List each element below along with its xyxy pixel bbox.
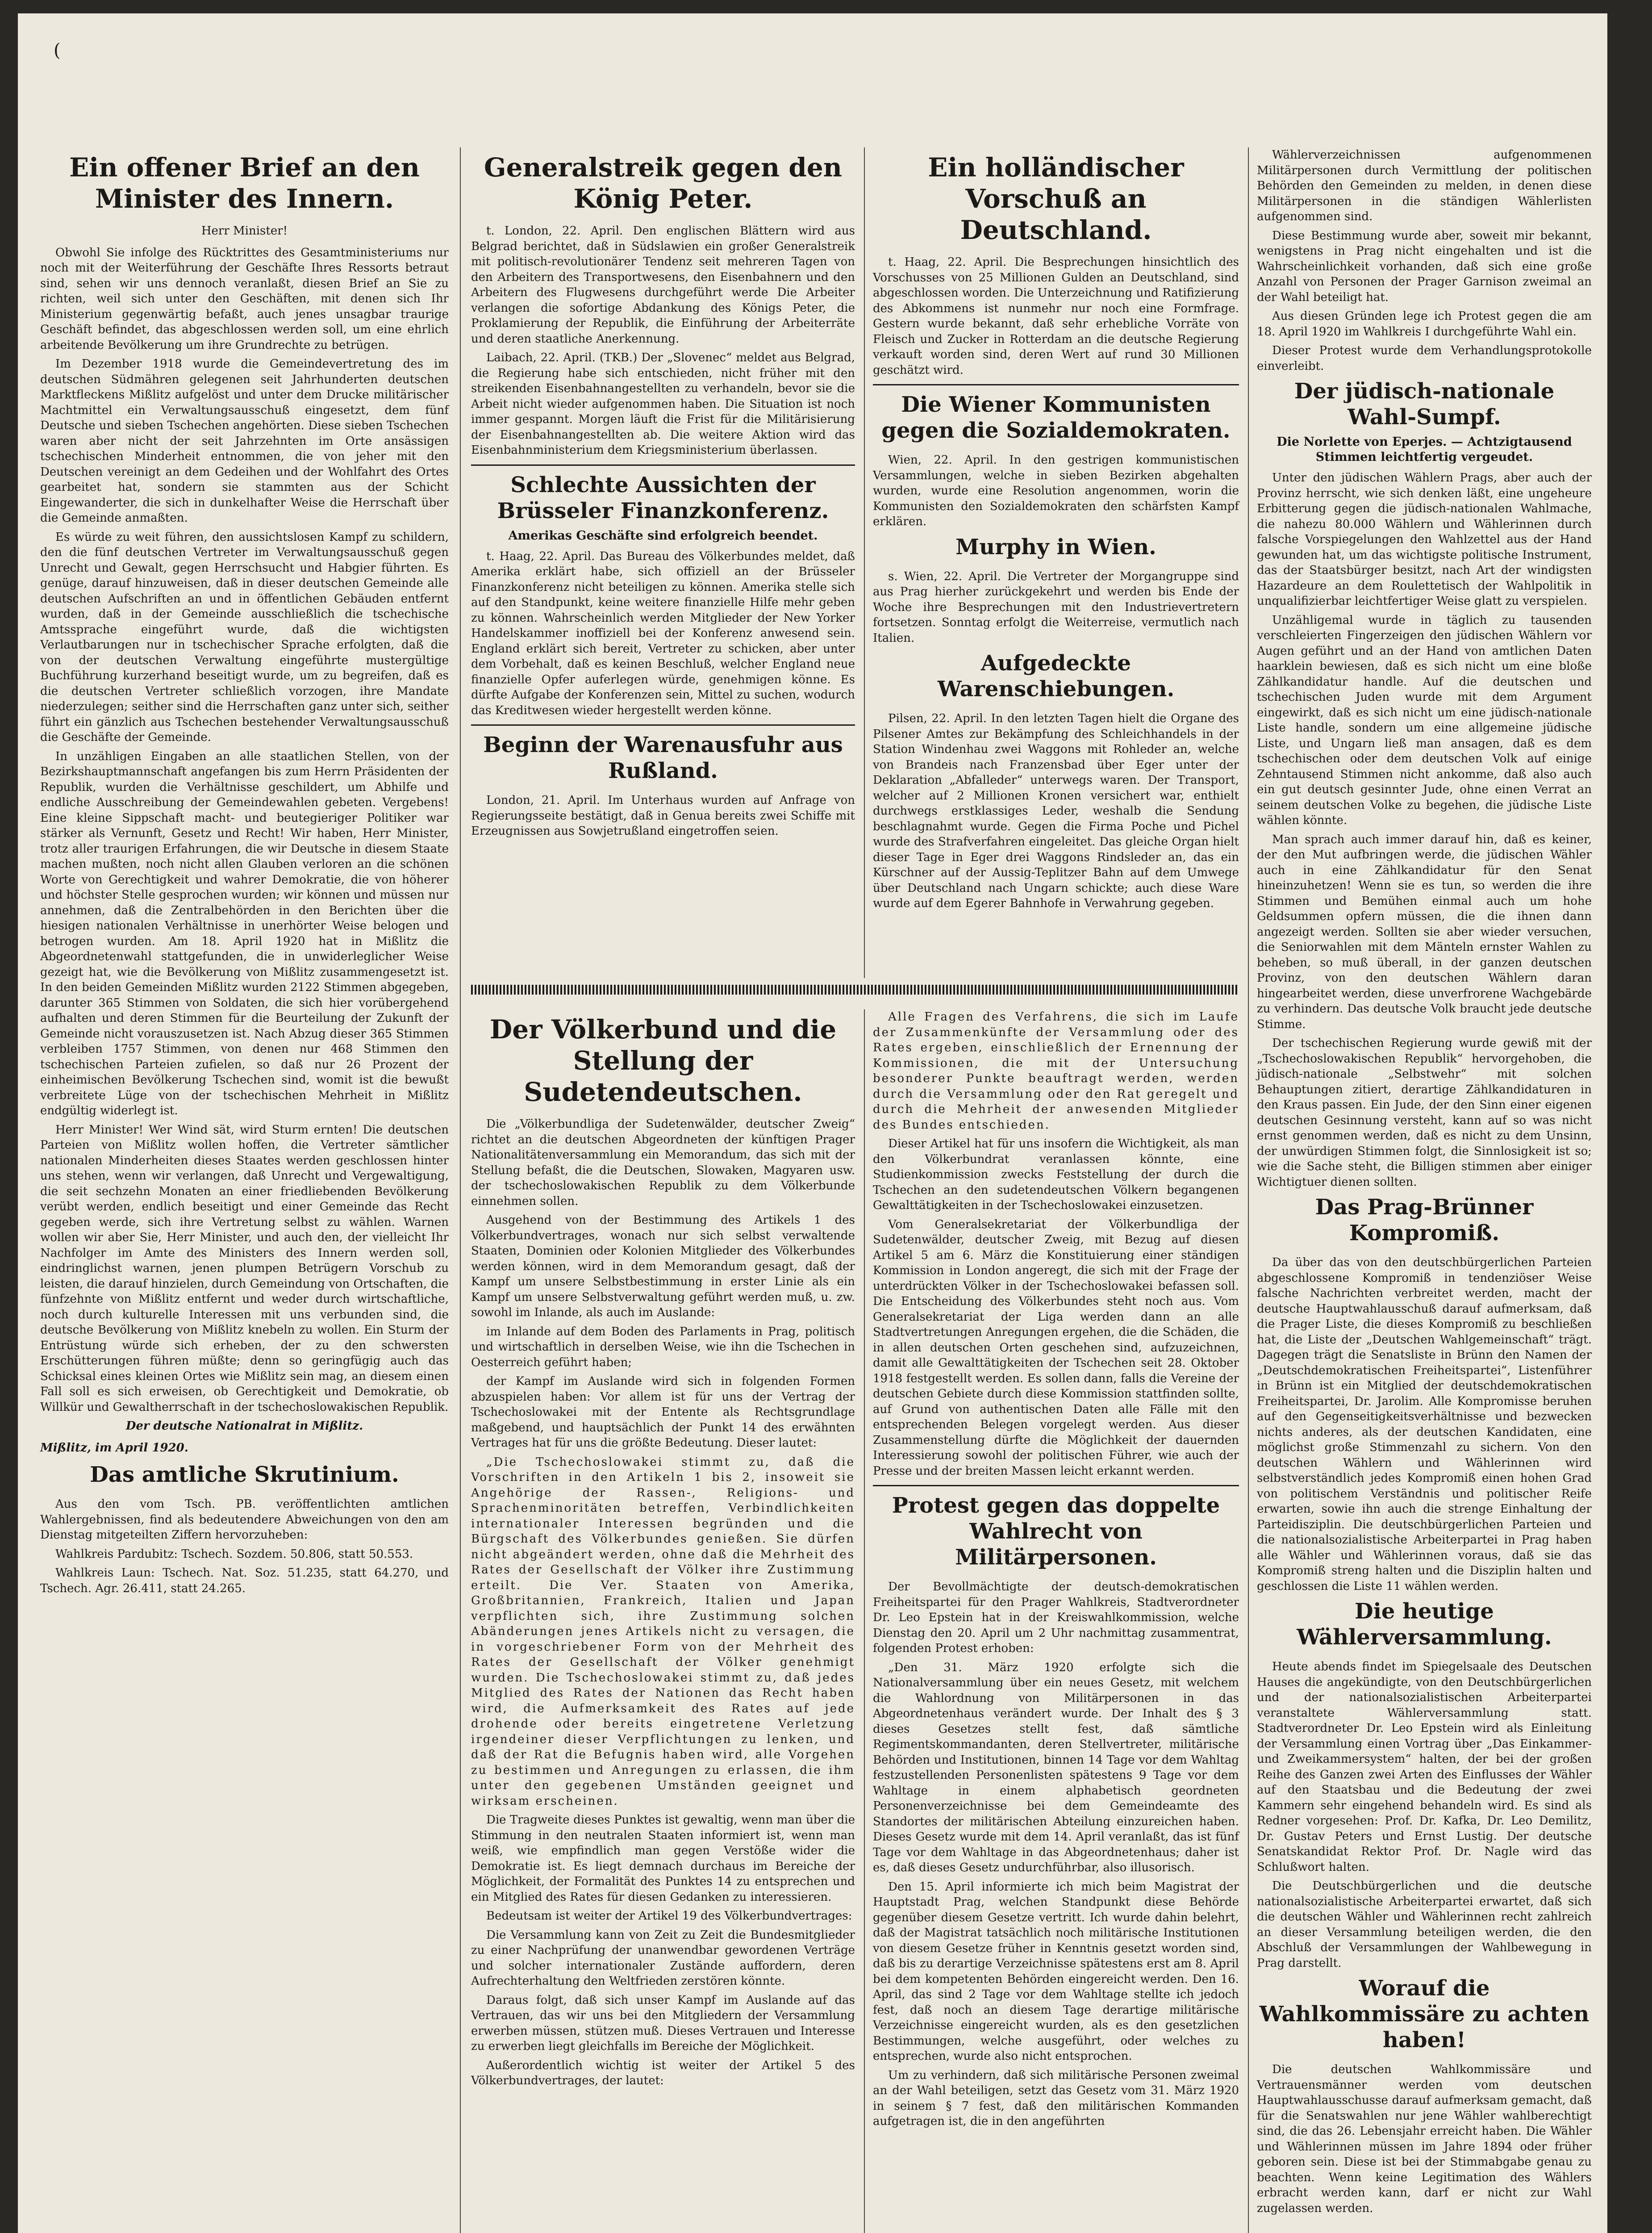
headline-wahl-sumpf: Der jüdisch-nationale Wahl-Sumpf. bbox=[1294, 379, 1555, 430]
column-rule bbox=[864, 1009, 865, 2233]
paragraph: Die Tragweite dieses Punktes ist gewaltig, wenn man über die Stimmung in den neutralen Staaten informiert ist, wenn man weiß, wie empfindlich man gegen Verstöße wider die Demokratie ist. Es liegt demnach durchaus im Bereiche der Möglichkeit, der Formalität des Punktes 14 zu entsprechen und ein Mitglied des Rates für diesen Gedanken zu interessieren. bbox=[471, 1813, 855, 1904]
paragraph: Es würde zu weit führen, den aussichtslosen Kampf zu schildern, den die fünf deutschen Vertreter im Verwaltungsausschuß gegen Unrecht und Gewalt, gegen Herrschsucht und Habgier führten. Es genüge, darauf hinzuweisen, daß in dieser deutschen Gemeinde alle deutschen Aufschriften an und in öffentlichen Gebäuden entfernt wurden, daß in der Gemeinde ausschließlich die tschechische Amtssprache eingeführt wurde, daß die wichtigsten Verlautbarungen nur in tschechischer Sprache erfolgten, daß die von der deutschen Verwaltung eingeführte mustergültige Buchführung kurzerhand beseitigt wurde, um zu begreifen, daß es die deutschen Vertreter schließlich vorzogen, ihre Mandate niederzulegen; seither sind die Herrschaften ganz unter sich, seither führt ein gänzlich aus Tschechen bestehender Verwaltungsausschuß die Geschäfte der Gemeinde. bbox=[40, 530, 449, 744]
paragraph: Die Deutschbürgerlichen und die deutsche nationalsozialistische Arbeiterpartei erwartet, daß sich die deutschen Wähler und Wählerinnen recht zahlreich an dieser Versammlung beteiligen werden, die den Abschluß der Versammlungen der Wahlbewegung in Prag darstellt. bbox=[1257, 1879, 1592, 1970]
paragraph: Bedeutsam ist weiter der Artikel 19 des Völkerbundvertrages: bbox=[486, 1909, 852, 1923]
paragraph: Pilsen, 22. April. In den letzten Tagen hielt die Organe des Pilsener Amtes zur Bekämpfung des Schleichhandels in der Station Windenhau zwei Waggons mit Rohleder an, welche von Brandeis nach Franzensbad über Eger unter der Deklaration „Abfalleder“ unterwegs waren. Der Transport, welcher auf 2 Millionen Kronen versichert war, enthielt durchwegs erstklassiges Leder, weshalb die Sendung beschlagnahmt wurde. Gegen die Firma Poche und Pichel wurde des Strafverfahren eingeleitet. Das gleiche Organ hielt dieser Tage in Eger drei Waggons Rindsleder an, das ein Kürschner auf der Aussig-Teplitzer Bahn auf dem Umwege über Deutschland nach Ungarn schickte; auch diese Ware wurde auf dem Egerer Bahnhofe in Verwahrung gegeben. bbox=[873, 712, 1239, 910]
column-1 bbox=[40, 147, 449, 1600]
paragraph: London, 21. April. Im Unterhaus wurden auf Anfrage von Regierungsseite bestätigt, daß in Genua bereits zwei Schiffe mit Erzeugnissen aus Sowjetrußland eingetroffen seien. bbox=[471, 794, 855, 838]
column-2-lower bbox=[471, 1009, 855, 2092]
salutation: Herr Minister! bbox=[201, 224, 288, 238]
paragraph: Ausgehend von der Bestimmung des Artikels 1 des Völkerbundvertrages, wonach nur sich selbst verwaltende Staaten, Dominien oder Kolonien Mitglieder des Völkerbundes werden können, wird in dem Memorandum gesagt, daß der Kampf um unsere Selbstbestimmung in erster Linie als ein Kampf um unsere Selbstverwaltung geführt werden muß, u. zw. sowohl im Inlande, als auch im Auslande: bbox=[471, 1213, 855, 1319]
headline-versammlung: Die heutige Wählerversammlung. bbox=[1297, 1599, 1552, 1650]
paragraph: im Inlande auf dem Boden des Parlaments in Prag, politisch und wirtschaftlich in derselben Weise, wie ihn die Tschechen in Oesterreich geführt haben; bbox=[471, 1325, 855, 1369]
paragraph: Aus diesen Gründen lege ich Protest gegen die am 18. April 1920 im Wahlkreis I durchgeführte Wahl ein. bbox=[1257, 309, 1592, 339]
headline-murphy: Murphy in Wien. bbox=[955, 534, 1156, 560]
headline-warenschiebungen: Aufgedeckte Warenschiebungen. bbox=[937, 651, 1175, 702]
paragraph: Den 15. April informierte ich mich beim Magistrat der Hauptstadt Prag, welchen Standpunkt diese Behörde gegenüber diesem Gesetze vertritt. Ich wurde dahin belehrt, daß der Magistrat tatsächlich noch militärische Institutionen von diesem Gesetze früher in Kenntnis gesetzt worden sind, daß bis zu derartige Verzeichnisse spätestens erst am 8. April bei dem kompetenten Behörden eingereicht werden. Den 16. April, das sind 2 Tage vor dem Wahltage stellte ich jedoch fest, daß noch an diesem Tage derartige militärische Verzeichnisse eingereicht wurden, als es den gesetzlichen Bestimmungen, welche ausgeführt, oder welches zu entsprechen, wurde also nicht entsprochen. bbox=[873, 1880, 1239, 2063]
paragraph: Daraus folgt, daß sich unser Kampf im Auslande auf das Vertrauen, das wir uns bei den Mitgliedern der Versammlung erwerben müssen, stützen muß. Dieses Vertrauen und Interesse zu erwerben liegt gleichfalls im Bereiche der Möglichkeit. bbox=[471, 1993, 855, 2053]
divider bbox=[873, 1485, 1239, 1486]
paragraph: Um zu verhindern, daß sich militärische Personen zweimal an der Wahl beteiligen, setzt das Gesetz vom 31. März 1920 in seinem § 7 fest, daß den militärischen Kommanden aufgetragen ist, die in den angeführten bbox=[873, 2068, 1239, 2128]
paragraph: Der tschechischen Regierung wurde gewiß mit der „Tschechoslowakischen Republik“ hervorgehoben, die jüdisch-nationale „Selbstwehr“ mit solchen Behauptungen zitiert, derartige Zählkandidaturen in den Kraus passen. Ein Jude, der den Sinn einer eigenen deutschen Gesinnung versteht, kann auf so was nicht ernst genommen werden, daß es nicht zu dem Unsinn, der unwürdigen Stimmen folgt, die Sinnlosigkeit ist so; wie die Sache steht, die Billigen stimmen aber einiger Wichtigtuer dienen sollten. bbox=[1257, 1037, 1592, 1189]
paragraph: t. London, 22. April. Den englischen Blättern wird aus Belgrad berichtet, daß in Südslawien ein großer Generalstreik mit politisch-revolutionärer Tendenz seit mehreren Tagen von den Arbeitern des Transportwesens, den Eisenbahnern und den Arbeitern des Flugwesens durchgeführt werde Die Arbeiter verlangen die sofortige Abdankung des Königs Peter, die Proklamierung der Republik, die Einführung der Arbeiterräte und deren staatliche Anerkennung. bbox=[471, 224, 855, 346]
paragraph: Herr Minister! Wer Wind sät, wird Sturm ernten! Die deutschen Parteien von Mißlitz wollen hoffen, die Vertreter sämtlicher nationalen Minderheiten dieses Staates werden geschlossen hinter uns stehen, wenn wir verlangen, daß Unrecht und Vergewaltigung, die seit sechzehn Monaten an einer friedliebenden Bevölkerung verübt werden, endlich beseitigt und einer Gemeinde das Recht gegeben werde, sich ihre Vertretung selbst zu wählen. Warnen wollen wir aber Sie, Herr Minister, und auch den, der vielleicht Ihr Nachfolger im Amte des Ministers des Innern werden soll, eindringlichst warnen, jenen plumpen Betrügern Vorschub zu leisten, die darauf hinzielen, durch Gemeindung von Ortschaften, die fünfzehnte von Mißlitz entfernt und weder durch wirtschaftliche, noch durch kulturelle Interessen mit uns verbunden sind, die deutsche Bevölkerung von Mißlitz knebeln zu wollen. Ein Sturm der Entrüstung würde sich erheben, der zu den schwersten Erschütterungen führen müßte; denn so geringfügig auch das Schicksal eines kleinen Ortes wie Mißlitz sein mag, an diesem einen Fall soll es sich erweisen, ob Gerechtigkeit und Demokratie, ob Willkür und Gewaltherrschaft in der tschechoslowakischen Republik. bbox=[40, 1123, 449, 1414]
column-4 bbox=[1257, 147, 1592, 2220]
paragraph: Laibach, 22. April. (TKB.) Der „Slovenec“ meldet aus Belgrad, die Regierung habe sich entschieden, nicht früher mit den streikenden Eisenbahnangestellten zu verhandeln, bevor sie die Arbeit nicht wieder aufgenommen haben. Die Situation ist noch immer gespannt. Morgen läuft die Frist für die Militärisierung der Eisenbahnangestellten ab. Die weitere Aktion wird das Eisenbahnministerium dem Kriegsministerium überlassen. bbox=[471, 351, 855, 457]
headline-kommunisten: Die Wiener Kommunisten gegen die Sozialdemokraten. bbox=[881, 392, 1231, 443]
subheadline: Amerikas Geschäfte sind erfolgreich beendet. bbox=[508, 528, 818, 543]
paragraph: „Den 31. März 1920 erfolgte sich die Nationalversammlung über ein neues Gesetz, mit welchem die Wahlordnung von Militärpersonen in das Abgeordnetenhaus verändert wurde. Der Inhalt des § 3 dieses Gesetzes stellt fest, daß sämtliche Regimentskommandanten, deren Stellvertreter, militärische Behörden und Institutionen, binnen 14 Tage vor dem Wahltag festzustellenden Personenlisten spätestens 9 Tage vor dem Wahltage in einem alphabetisch geordneten Personenverzeichnisse bei dem Gemeindeamte des Standortes der militärischen Abteilung einzureichen haben. Dieses Gesetz wurde mit dem 14. April veranlaßt, das ist fünf Tage vor dem Wahltage in das Abgeordnetenhaus; daher ist es, daß dieses Gesetz undurchführbar, also illusorisch. bbox=[873, 1660, 1239, 1874]
signature: Der deutsche Nationalrat in Mißlitz. bbox=[125, 1419, 363, 1433]
paragraph: Der Bevollmächtigte der deutsch-demokratischen Freiheitspartei für den Prager Wahlkreis, Stadtverordneter Dr. Leo Epstein hat in der Kreiswahlkommission, welche Dienstag den 20. April um 2 Uhr nachmittag zusammentrat, folgenden Protest erhoben: bbox=[873, 1580, 1239, 1655]
paragraph: Vom Generalsekretariat der Völkerbundliga der Sudetenwälder, deutscher Zweig, mit Bezug auf diesen Artikel 5 am 6. März die Konstituierung einer ständigen Kommission in London angeregt, die sich mit der Frage der unterdrückten Völker in der Tschechoslowakei befassen soll. Die Entscheidung des Völkerbundes steht noch aus. Vom Generalsekretariat der Liga werden dann an alle Stadtvertretungen Anregungen ergehen, die die Schäden, die in allen deutschen Orten geschehen sind, aufzuzeichnen, damit alle Gewalttätigkeiten der Tschechen seit 28. Oktober 1918 festgestellt werden. Es sollen dann, falls die Vereine der deutschen Gebiete durch diese Kommission stattfinden sollte, auf Grund von authentischen Daten alle Fälle mit den entsprechenden Belegen vorgelegt werden. Aus dieser Zusammenstellung dürfte die Möglichkeit der dauernden Interessierung sowohl der politischen Führer, wie auch der Presse und der breiten Massen leicht erkannt werden. bbox=[873, 1217, 1239, 1478]
paragraph: Die Versammlung kann von Zeit zu Zeit die Bundesmitglieder zu einer Nachprüfung der unanwendbar gewordenen Verträge und solcher internationaler Zustände auffordern, deren Aufrechterhaltung den Weltfrieden zerstören könnte. bbox=[471, 1928, 855, 1988]
column-3-lower bbox=[873, 1009, 1239, 2133]
paragraph: „Die Tschechoslowakei stimmt zu, daß die Vorschriften in den Artikeln 1 bis 2, insoweit sie Angehörige der Rassen-, Religions- und Sprachenminoritäten betreffen, Verbindlichkeiten internationaler Interessen begründen und die Bürgschaft des Völkerbundes genießen. Sie dürfen nicht abgeändert werden, ohne daß die Mehrheit des Rates der Gesellschaft der Völker ihre Zustimmung erteilt. Die Ver. Staaten von Amerika, Großbritannien, Frankreich, Italien und Japan verpflichten sich, ihre Zustimmung solchen Abänderungen jenes Artikels nicht zu versagen, die in vorgeschriebener Form von der Mehrheit des Rates der Gesellschaft der Völker genehmigt wurden. Die Tschechoslowakei stimmt zu, daß jedes Mitglied des Rates der Nationen das Recht haben wird, die Aufmerksamkeit des Rates auf jede drohende oder bereits eingetretene Verletzung irgendeiner dieser Verpflichtungen zu lenken, und daß der Rat die Befugnis haben wird, alle Vorgehen zu bestimmen und Anregungen zu erlassen, die ihm unter den gegebenen Umständen geeignet und wirksam erscheinen. bbox=[471, 1455, 855, 1808]
headline-skrutinium: Das amtliche Skrutinium. bbox=[90, 1462, 399, 1487]
paragraph: Wahlkreis Pardubitz: Tschech. Sozdem. 50.806, statt 50.553. bbox=[55, 1547, 413, 1561]
headline-protest: Protest gegen das doppelte Wahlrecht von Militärpersonen. bbox=[892, 1493, 1220, 1570]
column-rule bbox=[864, 147, 865, 978]
paragraph: t. Haag, 22. April. Die Besprechungen hinsichtlich des Vorschusses von 25 Millionen Gulden an Deutschland, sind abgeschlossen worden. Die Unterzeichnung und Ratifizierung des Abkommens ist nunmehr nur noch eine Formfrage. Gestern wurde bekannt, daß sehr erhebliche Vorräte von Fleisch und Zucker in Rotterdam an die deutsche Regierung verkauft worden sind, deren Wert auf rund 30 Millionen geschätzt wird. bbox=[873, 255, 1239, 377]
column-3 bbox=[873, 147, 1239, 915]
place-date: Mißlitz, im April 1920. bbox=[40, 1441, 188, 1455]
subheadline: Die Norlette von Eperjes. — Achtzigtausend Stimmen leichtfertig vergeudet. bbox=[1277, 435, 1572, 464]
paragraph: Die deutschen Wahlkommissäre und Vertrauensmänner werden vom deutschen Hauptwahlausschusse darauf aufmerksam gemacht, daß für die Senatswahlen nur jene Wähler wahlberechtigt sind, die das 26. Lebensjahr erreicht haben. Die Wähler und Wählerinnen müssen im Jahre 1894 oder früher geboren sein. Diese ist bei der Stimmabgabe genau zu beachten. Wenn keine Legitimation des Wählers erbracht werden kann, darf er nicht zur Wahl zugelassen werden. bbox=[1257, 2063, 1592, 2215]
paragraph: Unzähligemal wurde in täglich zu tausenden verschleierten Fingerzeigen den jüdischen Wählern vor Augen geführt und an der Hand von amtlichen Daten haarklein bewiesen, daß es sich nicht um eine bloße Zählkandidatur handle. Auf die deutschen und tschechischen Juden wurde mit dem Argument eingewirkt, daß es sich nicht um eine jüdisch-nationale Liste handle, sondern um eine allgemeine jüdische Liste, und Ungarn ließ man ansagen, daß es dem tschechischen oder dem deutschen Volk auf einige Zehntausend Stimmen nicht ankomme, daß also auch ein gut deutsch gesinnter Jude, ohne einen Verrat an seinem deutschen Volke zu begehen, die jüdische Liste wählen könnte. bbox=[1257, 613, 1592, 827]
paragraph: Wien, 22. April. In den gestrigen kommunistischen Versammlungen, welche in sieben Bezirken abgehalten wurden, wurde eine Resolution angenommen, worin die Kommunisten den Sozialdemokraten den schärfsten Kampf erklären. bbox=[873, 453, 1239, 528]
divider bbox=[471, 724, 855, 726]
paragraph: Dieser Protest wurde dem Verhandlungsprotokolle einverleibt. bbox=[1257, 344, 1592, 373]
paragraph: Die „Völkerbundliga der Sudetenwälder, deutscher Zweig“ richtet an die deutschen Abgeordneten der künftigen Prager Nationalitätenversammlung ein Memorandum, das sich mit der Stellung befaßt, die die Deutschen, Slowaken, Magyaren usw. der tschechoslowakischen Republik zu dem Völkerbunde einnehmen sollen. bbox=[471, 1117, 855, 1208]
paragraph: Diese Bestimmung wurde aber, soweit mir bekannt, wenigstens in Prag nicht eingehalten und ist die Wahrscheinlichkeit vorhanden, daß sich eine große Anzahl von Personen der Prager Garnison zweimal an der Wahl beteiligt hat. bbox=[1257, 229, 1592, 304]
corner-mark: ( bbox=[54, 40, 61, 61]
newspaper-page bbox=[18, 13, 1607, 2233]
paragraph: s. Wien, 22. April. Die Vertreter der Morgangruppe sind aus Prag hierher zurückgekehrt und werden bis Ende der Woche ihre Besprechungen mit den Industrievertretern fortsetzen. Sonntag erfolgt die Weiterreise, vermutlich nach Italien. bbox=[873, 569, 1239, 645]
paragraph: Dieser Artikel hat für uns insofern die Wichtigkeit, als man den Völkerbundrat veranlassen könnte, eine Studienkommission zwecks Feststellung der durch die Tschechen an den sudetendeutschen Völkern begangenen Gewalttätigkeiten in der Tschechoslowakei einzusetzen. bbox=[873, 1137, 1239, 1212]
paragraph: Im Dezember 1918 wurde die Gemeindevertretung des im deutschen Südmähren gelegenen seit Jahrhunderten deutschen Marktfleckens Mißlitz aufgelöst und unter dem Drucke militärischer Machtmittel ein Verwaltungsausschuß eingesetzt, dem fünf Deutsche und sieben Tschechen angehörten. Diese sieben Tschechen waren aber nicht der seit Jahrzehnten im Orte ansässigen tschechischen Minderheit entnommen, die von jeher mit den Deutschen vereinigt an dem Gedeihen und der Wohlfahrt des Ortes gearbeitet hat, sondern sie stammten aus der Schicht Eingewanderter, die sich in dunkelhafter Weise die Herrschaft über die Gemeinde anmaßten. bbox=[40, 357, 449, 525]
divider bbox=[471, 464, 855, 466]
paragraph: Obwohl Sie infolge des Rücktrittes des Gesamtministeriums nur noch mit der Weiterführung der Geschäfte Ihres Ressorts betraut sind, sehen wir uns dennoch veranlaßt, diesen Brief an Sie zu richten, weil sich unter den Geschäften, mit denen sich Ihr Ministerium gegenwärtig befaßt, auch jenes unsagbar traurige Geschäft befindet, das abgeschlossen werden soll, um eine ehrlich arbeitende Bevölkerung um ihre Grundrechte zu betrügen. bbox=[40, 246, 449, 352]
paragraph: Alle Fragen des Verfahrens, die sich im Laufe der Zusammenkünfte der Versammlung oder des Rates ergeben, einschließlich der Ernennung der Kommissionen, die mit der Untersuchung besonderer Punkte beauftragt werden, werden durch die Versammlung oder den Rat geregelt und durch die Mehrheit der anwesenden Mitglieder des Bundes entschieden. bbox=[873, 1010, 1239, 1132]
paragraph: der Kampf im Auslande wird sich in folgenden Formen abzuspielen haben: Vor allem ist für uns der Vertrag der Tschechoslowakei mit der Entente als Rechtsgrundlage maßgebend, und hauptsächlich der Punkt 14 des erwähnten Vertrages hat für uns die größte Bedeutung. Dieser lautet: bbox=[471, 1375, 855, 1450]
headline-bruessel: Schlechte Aussichten der Brüsseler Finanzkonferenz. bbox=[497, 472, 829, 523]
divider bbox=[873, 384, 1239, 385]
paragraph: In unzähligen Eingaben an alle staatlichen Stellen, von der Bezirkshauptmannschaft angefangen bis zum Herrn Präsidenten der Republik, wurden die Verhältnisse geschildert, um Abhilfe und endliche Ausschreibung der Gemeindewahlen gebeten. Vergebens! Eine kleine Sippschaft macht- und beutegieriger Politiker war stärker als Vernunft, Gesetz und Recht! Wir haben, Herr Minister, trotz aller traurigen Erfahrungen, die wir Deutsche in diesem Staate machen mußten, noch nicht allen Glauben verloren an die schönen Worte von Gerechtigkeit und wahrer Demokratie, die von höherer und höchster Stelle gesprochen wurden; wir können und müssen nur annehmen, daß die Zentralbehörden in den Berichten über die hiesigen nationalen Verhältnisse in unerhörter Weise belogen und betrogen wurden. Am 18. April 1920 hat in Mißlitz die Abgeordnetenwahl stattgefunden, die in unwiderleglicher Weise gezeigt hat, wie die Bevölkerung von Mißlitz zusammengesetzt ist. In den beiden Gemeinden Mißlitz wurden 2122 Stimmen abgegeben, darunter 365 Stimmen von Soldaten, die sich hier vorübergehend aufhalten und deren Stimmen für die Beurteilung der Zukunft der Gemeinde nicht vorauszusetzen ist. Nach Abzug dieser 365 Stimmen verbleiben 1757 Stimmen, von denen nur 468 Stimmen den tschechischen Parteien zufielen, so daß nur 26 Prozent der einheimischen Bevölkerung Tschechen sind, womit ist die bewußt verbreitete Lüge von der tschechischen Mehrheit in Mißlitz endgültig widerlegt ist. bbox=[40, 749, 449, 1117]
headline-generalstreik: Generalstreik gegen den König Peter. bbox=[484, 152, 842, 214]
headline-wahlkommissaere: Worauf die Wahlkommissäre zu achten haben! bbox=[1259, 1976, 1589, 2053]
headline-offener-brief: Ein offener Brief an den Minister des Innern. bbox=[69, 152, 420, 214]
paragraph: Aus den vom Tsch. PB. veröffentlichten amtlichen Wahlergebnissen, find als bedeutendere Abweichungen von den am Dienstag mitgeteilten Ziffern hervorzuheben: bbox=[40, 1497, 449, 1542]
paragraph: Unter den jüdischen Wählern Prags, aber auch der Provinz herrscht, wie sich denken läßt, eine ungeheure Erbitterung gegen die jüdisch-nationalen Wahlmache, die nahezu 80.000 Wählern und Wählerinnen durch falsche Vorspiegelungen den Wahlzettel aus der Hand gewunden hat, um das wichtigste politische Instrument, das der Staatsbürger besitzt, nach Art der windigsten Hazardeure an dem Roulettetisch der Wahlpolitik in unqualifizierbar leichtfertiger Weise glatt zu verspielen. bbox=[1257, 471, 1592, 608]
paragraph: Außerordentlich wichtig ist weiter der Artikel 5 des Völkerbundvertrages, der lautet: bbox=[471, 2058, 855, 2087]
headline-warenausfuhr: Beginn der Warenausfuhr aus Rußland. bbox=[483, 732, 843, 783]
column-rule bbox=[460, 147, 461, 2233]
headline-vorschuss: Ein holländischer Vorschuß an Deutschland. bbox=[928, 152, 1184, 245]
paragraph: t. Haag, 22. April. Das Bureau des Völkerbundes meldet, daß Amerika erklärt habe, sich offiziell an der Brüsseler Finanzkonferenz nicht beteiligen zu können. Amerika stelle sich auf den Standpunkt, keine weitere finanzielle Hilfe mehr geben zu können. Wahrscheinlich werden Mitglieder der New Yorker Handelskammer inoffiziell bei der Konferenz anwesend sein. England erklärt sich bereit, Vertreter zu schicken, aber unter dem Vorbehalt, daß es keinen Beschluß, welcher England neue finanzielle Opfer auferlegen würde, genehmigen könne. Es dürfte Aufgabe der Konferenzen sein, Mittel zu suchen, wodurch das Kreditwesen wieder hergestellt werden könne. bbox=[471, 549, 855, 717]
column-rule bbox=[1248, 147, 1249, 2233]
ornamental-band bbox=[471, 985, 1239, 995]
column-2 bbox=[471, 147, 855, 843]
headline-kompromiss: Das Prag-Brünner Kompromiß. bbox=[1315, 1195, 1534, 1246]
paragraph: Man sprach auch immer darauf hin, daß es keiner, der den Mut aufbringen werde, die jüdischen Wähler auch in eine Zählkandidatur für den Senat hineinzuhetzen! Wenn sie es tun, so werden die ihre Stimmen und Bemühen einmal auch um hohe Geldsummen opfern müssen, die die ihnen dann angezeigt werden. Sollten sie aber wieder versuchen, die Seniorwahlen mit dem Mänteln ernster Wahlen zu beheben, so muß überall, in der ganzen deutschen Provinz, von den deutschen Wählern daran hingearbeitet werden, diese unverfrorene Wachgebärde zu verhindern. Das deutsche Volk braucht jede deutsche Stimme. bbox=[1257, 832, 1592, 1031]
headline-voelkerbund: Der Völkerbund und die Stellung der Sudetendeutschen. bbox=[489, 1014, 837, 1107]
paragraph: Wahlkreis Laun: Tschech. Nat. Soz. 51.235, statt 64.270, und Tschech. Agr. 26.411, statt 24.265. bbox=[40, 1566, 449, 1595]
paragraph: Wählerverzeichnissen aufgenommenen Militärpersonen durch Vermittlung der politischen Behörden den Gemeinden zu melden, in denen diese Militärpersonen in die ständigen Wählerlisten aufgenommen sind. bbox=[1257, 148, 1592, 223]
paragraph: Heute abends findet im Spiegelsaale des Deutschen Hauses die angekündigte, von den Deutschbürgerlichen und der nationalsozialistischen Arbeiterpartei veranstaltete Wählerversammlung statt. Stadtverordneter Dr. Leo Epstein wird als Einleitung der Versammlung einen Vortrag über „Das Einkammer- und Zweikammersystem“ halten, der bei der großen Reihe des Ganzen zwei Arten des Einflusses der Wähler auf den Staatsbau und die Bedeutung der zwei Kammern sehr eingehend behandeln wird. Es sind als Redner vorgesehen: Prof. Dr. Kafka, Dr. Leo Demilitz, Dr. Gustav Peters und Ernst Lustig. Der deutsche Senatskandidat Rektor Prof. Dr. Nagle wird das Schlußwort halten. bbox=[1257, 1660, 1592, 1874]
paragraph: Da über das von den deutschbürgerlichen Parteien abgeschlossene Kompromiß in tendenziöser Weise falsche Nachrichten verbreitet werden, macht der deutsche Hauptwahlausschuß darauf aufmerksam, daß die Prager Liste, die dieses Kompromiß zu beschließen hat, die Liste der „Deutschen Wahlgemeinschaft“ trägt. Dagegen trägt die Senatsliste in Brünn den Namen der „Deutschdemokratischen Freiheitspartei“, Listenführer in Brünn ist ein Mitglied der deutschdemokratischen Freiheitspartei, Dr. Jarolim. Alle Kompromisse beruhen auf den Gegenseitigkeitsverhältnisse und bezwecken nichts anderes, als der deutschen Kandidaten, eine möglichst große Stimmenzahl zu sichern. Von den deutschen Wählern und Wählerinnen wird selbstverständlich jedes Kompromiß einen hohen Grad von politischem Verständnis und politischer Reife erwarten, sowie ihn auch die strenge Einhaltung der Parteidisziplin. Die deutschbürgerlichen Parteien und die nationalsozialistische Arbeiterpartei in Prag haben alle Wähler und Wählerinnen voraus, daß sie das Kompromiß streng halten und die Disziplin halten und geschlossen die Liste 11 wählen werden. bbox=[1257, 1256, 1592, 1593]
